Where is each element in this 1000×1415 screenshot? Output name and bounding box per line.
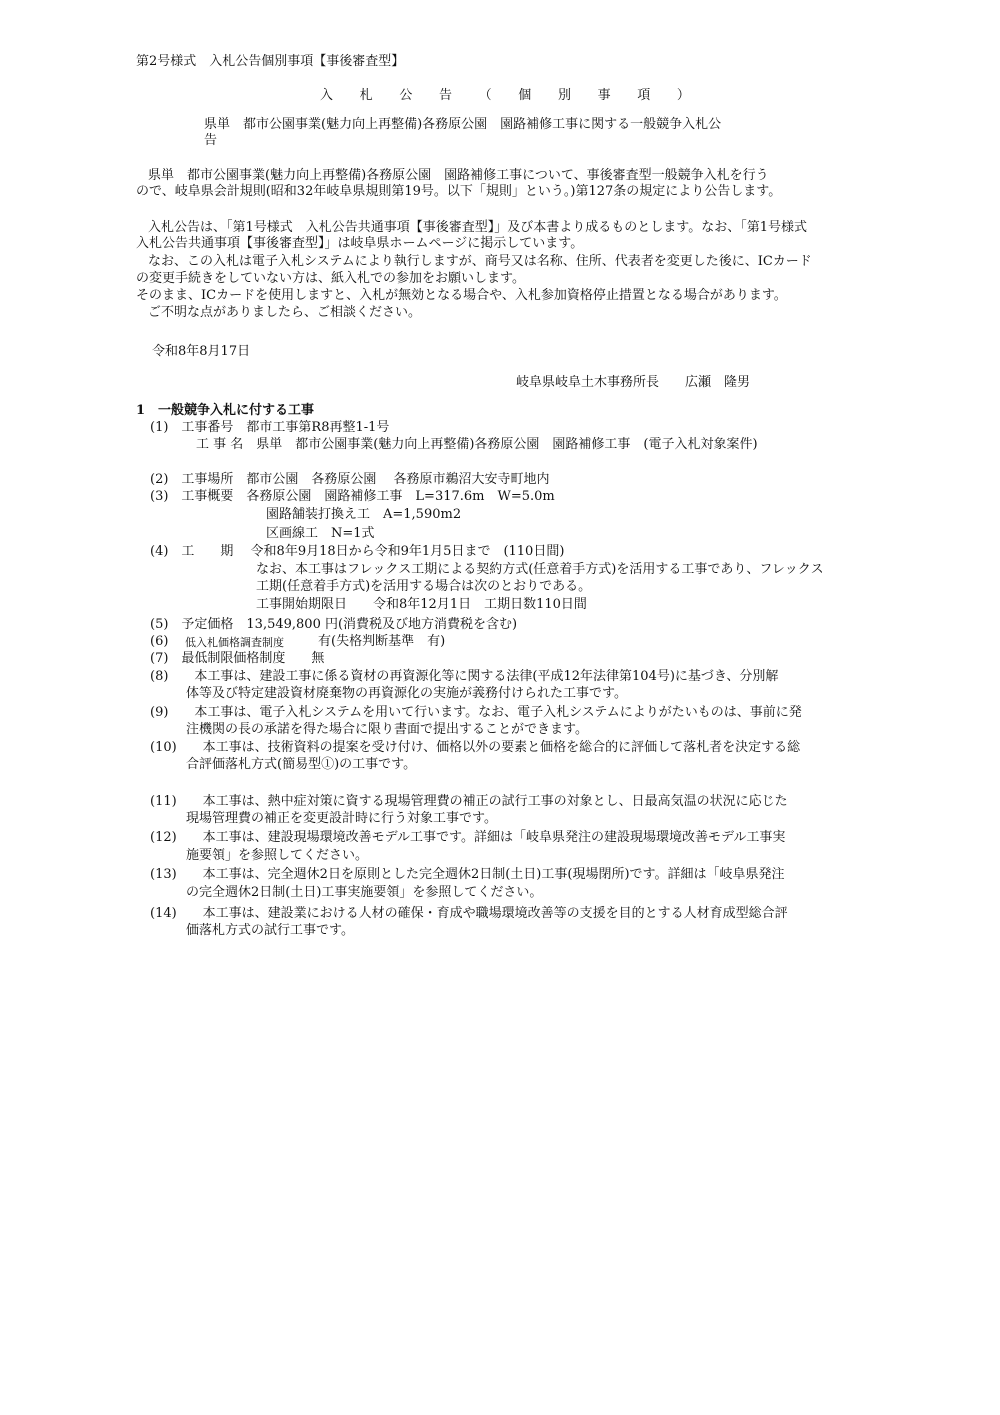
form-label: 第2号様式 入札公告個別事項【事後審査型】: [136, 54, 405, 69]
title-char: 公: [399, 88, 413, 103]
item-line: (4) 工 期 令和8年9月18日から令和9年1月5日まで (110日間): [150, 544, 565, 559]
item-line: 低入札価格調査制度: [185, 636, 284, 649]
title-char: 告: [438, 88, 452, 103]
item-line: 体等及び特定建設資材廃棄物の再資源化の実施が義務付けられた工事です。: [186, 686, 627, 701]
title-char: 個: [518, 88, 532, 103]
item-line: 工期(任意着手方式)を活用する場合は次のとおりである。: [256, 579, 592, 594]
title-char: 札: [359, 88, 373, 103]
item-line: (14) 本工事は、建設業における人材の確保・育成や職場環境改善等の支援を目的とする人材育成型総合評: [150, 906, 788, 921]
title-char: 入: [320, 88, 334, 103]
title-char: ）: [676, 88, 690, 103]
subject-line: 告: [204, 133, 218, 148]
title-char: 事: [597, 88, 611, 103]
item-line: (1) 工事番号 都市工事第R8再整1-1号: [150, 420, 390, 435]
title-char: 項: [637, 88, 651, 103]
notice-date: 令和8年8月17日: [152, 344, 251, 359]
item-line: (9) 本工事は、電子入札システムを用いて行います。なお、電子入札システムによりがたいものは、事前に発: [150, 705, 802, 720]
item-line: (5) 予定価格 13,549,800 円(消費税及び地方消費税を含む): [150, 617, 518, 632]
item-line: 工事開始期限日 令和8年12月1日 工期日数110日間: [256, 597, 587, 612]
item-line: 園路舗装打換え工 A=1,590m2: [266, 507, 462, 522]
document-title: [320, 88, 690, 104]
item-line: 注機関の長の承諾を得た場合に限り書面で提出することができます。: [186, 722, 588, 737]
item-line: 価落札方式の試行工事です。: [186, 923, 354, 938]
item-line: (2) 工事場所 都市公園 各務原公園 各務原市鵜沼大安寺町地内: [150, 472, 550, 487]
intro-line: ので、岐阜県会計規則(昭和32年岐阜県規則第19号。以下「規則」という。)第127条の規定により公告します。: [136, 184, 782, 199]
issuer: 岐阜県岐阜土木事務所長 広瀬 隆男: [516, 375, 751, 390]
item-line: (10) 本工事は、技術資料の提案を受け付け、価格以外の要素と価格を総合的に評価して落札者を決定する総: [150, 740, 801, 755]
item-line: (3) 工事概要 各務原公園 園路補修工事 L=317.6m W=5.0m: [150, 489, 555, 504]
title-char: （: [478, 88, 492, 103]
intro-line: 県単 都市公園事業(魅力向上再整備)各務原公園 園路補修工事について、事後審査型一般競争入札を行う: [148, 168, 769, 183]
item-line: (8) 本工事は、建設工事に係る資材の再資源化等に関する法律(平成12年法律第104号)に基づき、分別解: [150, 669, 779, 684]
item-line: 区画線工 N=1式: [266, 526, 375, 541]
section-heading: 1 一般競争入札に付する工事: [136, 403, 315, 418]
notice-line: ご不明な点がありましたら、ご相談ください。: [148, 305, 422, 320]
title-char: 別: [557, 88, 571, 103]
item-line: (12) 本工事は、建設現場環境改善モデル工事です。詳細は「岐阜県発注の建設現場環境改善モデル工事実: [150, 830, 786, 845]
item-line: 合評価落札方式(簡易型①)の工事です。: [186, 757, 417, 772]
subject-line: 県単 都市公園事業(魅力向上再整備)各務原公園 園路補修工事に関する一般競争入札公: [204, 117, 722, 132]
item-line: (11) 本工事は、熱中症対策に資する現場管理費の補正の試行工事の対象とし、日最高気温の状況に応じた: [150, 794, 788, 809]
item-line: なお、本工事はフレックス工期による契約方式(任意着手方式)を活用する工事であり、フレックス: [256, 562, 824, 577]
item-line: 工 事 名 県単 都市公園事業(魅力向上再整備)各務原公園 園路補修工事 (電子入札対象案件): [196, 437, 758, 452]
notice-line: の変更手続きをしていない方は、紙入札での参加をお願いします。: [136, 271, 525, 286]
notice-line: 入札公告は、「第1号様式 入札公告共通事項【事後審査型】」及び本書より成るものとします。なお、「第1号様式: [148, 220, 808, 235]
item-line: 施要領」を参照してください。: [186, 848, 369, 863]
item-line: 現場管理費の補正を変更設計時に行う対象工事です。: [186, 811, 497, 826]
notice-line: なお、この入札は電子入札システムにより執行しますが、商号又は名称、住所、代表者を変更した後に、ICカード: [148, 254, 812, 269]
notice-line: 入札公告共通事項【事後審査型】」は岐阜県ホームページに掲示しています。: [136, 236, 584, 251]
item-line: (13) 本工事は、完全週休2日を原則とした完全週休2日制(土日)工事(現場閉所)です。詳細は「岐阜県発注: [150, 867, 785, 882]
notice-line: そのまま、ICカードを使用しますと、入札が無効となる場合や、入札参加資格停止措置となる場合があります。: [136, 288, 787, 303]
item-number: (6): [150, 634, 169, 649]
item-line: の完全週休2日制(土日)工事実施要領」を参照してください。: [186, 885, 543, 900]
item-line: 有(失格判断基準 有): [318, 634, 446, 649]
item-line: (7) 最低制限価格制度 無: [150, 651, 325, 666]
